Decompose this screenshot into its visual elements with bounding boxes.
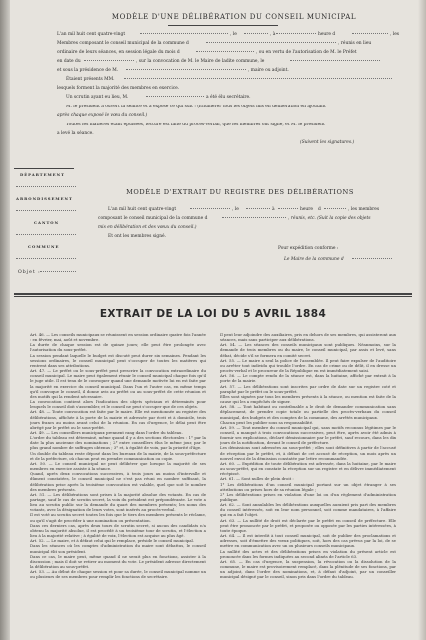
extrait-line-membres: , les membres (348, 207, 380, 212)
law-article: Art. 65. — En cas d'urgence, la suspension, la révocation ou la dissolution de la commune, le maire est provisoirement remplacé, dans la plénitude de ses fonctions, par un adjoint, dans l'ordre des nominations, et, à défaut d'adjoint, par un conseiller municipal désigné par le conseil, sinon pris dans l'ordre du tableau. (220, 558, 396, 580)
delib-line-session: ordinaire de leurs séances, en session légale du mois d (57, 50, 180, 55)
law-article: La nullité des actes et des délibérations prises en violation du présent article est prononcée dans les formes indiquées au second alinéa de l'article 63. (220, 548, 396, 559)
blank-field (246, 205, 270, 209)
extrait-line-heure: heure (300, 207, 313, 212)
blank-field (206, 39, 336, 43)
label-departement: DÉPARTEMENT (20, 172, 65, 177)
delib-line-signatures: (Suivent les signatures.) (300, 140, 355, 145)
blank-field (40, 268, 76, 272)
extrait-line-objets: mis en délibération et des vœux du conseil.) (98, 225, 197, 230)
extrait-line-a: à (272, 207, 275, 212)
delib-line-date: en date du (57, 59, 81, 64)
law-article: Art. 47. — Le préfet ou le sous-préfet peut prescrire la convocation extraordinaire du conseil municipal. Le maire peut également réunir le conseil municipal chaque fois qu'il le juge utile. Il est tenu de le convoquer quand une demande motivée lui en est faite par la majorité en exercice du conseil municipal. Dans l'un et l'autre cas, en même temps qu'il convoque le conseil, il donne avis au préfet ou au sous-préfet de cette réunion et des motifs qui la rendent nécessaire. (30, 368, 206, 399)
label-objet: Objet : (18, 270, 41, 275)
blank-field (324, 205, 346, 209)
deliberation-title: MODÈLE D'UNE DÉLIBÉRATION DU CONSEIL MUNICIPAL (111, 13, 357, 21)
law-article: Art. 52. — Le maire, et à défaut celui qui le remplace, préside le conseil municipal. (30, 538, 195, 544)
extrait-line-le: , le (232, 207, 239, 212)
extrait-line-signe: Et ont les membres signé. (108, 234, 167, 239)
side-rule (14, 168, 74, 169)
blank-field (196, 48, 254, 52)
law-article: Art. 56. — Le compte rendu de la séance est, dans la huitaine, affiché par extrait à la porte de la mairie. (220, 373, 396, 384)
delib-line-levee: a levé la séance. (57, 131, 94, 136)
section-divider-thin (14, 296, 412, 297)
law-article: Art. 48. — Toute convocation est faite par le maire. Elle est mentionnée au registre des délibérations, affichée à la porte de la mairie et adressée par écrit et à domicile, trois jours francs au moins avant celui de la réunion. En cas d'urgence, le délai peut être abrégé par le préfet ou le sous-préfet. (30, 409, 206, 430)
extrait-line-maire: Le Maire de la commune d (284, 257, 344, 262)
blank-field (16, 183, 76, 187)
delib-line-secretaire: a été élu secrétaire. (206, 95, 251, 100)
blank-field (16, 255, 76, 259)
law-right-column (220, 332, 396, 632)
law-article: L'ordre du tableau est déterminé, même quand il y a des sections électorales : 1° par la date la plus ancienne des nominations ; 2° entre conseillers élus le même jour, par le plus grand nombre de suffrages obtenus ; 3° et, à égalité de voix, par la priorité d'âge. (30, 435, 206, 451)
label-arrondissement: ARRONDISSEMENT (16, 196, 73, 201)
extrait-line-reunis: , réunis, etc. (Suit la copie des objets (288, 216, 371, 221)
delib-line-membres: Membres composant le conseil municipal de la commune d (57, 41, 189, 46)
law-article: Elles sont signées par tous les membres présents à la séance, ou mention est faite de la cause qui les a empêchés de signer. (220, 393, 396, 405)
extrait-line-expedition: Pour expédition conforme : (278, 246, 339, 251)
law-left-column (30, 332, 206, 632)
delib-line-autorisation: , ou en vertu de l'autorisation de M. le Préfet (256, 50, 357, 55)
delib-line-reunis: , réunis en lieu (338, 41, 372, 46)
law-article: Chacun peut les publier sous sa responsabilité. (220, 419, 314, 425)
delib-line-a: , à (270, 32, 276, 37)
law-article: Art. 54. — Les séances des conseils municipaux sont publiques. Néanmoins, sur la demande de trois membres ou du maire, le conseil municipal, par assis et levé, sans débat, décide s'il se formera en comité secret. (220, 342, 396, 358)
law-article: La session pendant laquelle le budget est discuté peut durer six semaines. Pendant les sessions ordinaires, le conseil municipal peut s'occuper de toutes les matières qui rentrent dans ses attributions. (30, 352, 206, 368)
blank-field (124, 75, 392, 79)
extrait-line-commune: composant le conseil municipal de la commune d (98, 216, 208, 221)
law-article: Art. 60. — Expédition de toute délibération est adressée, dans la huitaine, par le maire au sous-préfet, qui en constate la réception sur un registre et en délivre immédiatement récépissé. (220, 460, 396, 477)
law-article: Quand, après deux convocations successives, à trois jours au moins d'intervalle et dûment constatées, le conseil municipal ne s'est pas réuni en nombre suffisant, la délibération prise après la troisième convocation est valable, quel que soit le nombre des membres présents. (30, 471, 206, 492)
delib-line-convocation: , sur la convocation de M. le Maire de ladite commune, le (136, 59, 265, 64)
delib-line-les: , les (390, 32, 400, 37)
blank-field (16, 231, 76, 235)
law-article: La convocation contient alors l'indication des objets spéciaux et déterminés pour lesquels le conseil doit s'assembler, et le conseil ne peut s'occuper que de ces objets. (30, 399, 206, 410)
blank-field (16, 207, 76, 211)
delib-line-voeu: après chaque exposé le vœu du conseil.) (57, 113, 148, 118)
extrait-line-d: d (318, 207, 321, 212)
delib-line-intro: L'an mil huit cent quatre-vingt (57, 32, 126, 37)
blank-field (352, 255, 392, 259)
blank-field (278, 205, 298, 209)
blank-field (140, 30, 228, 34)
delib-line-scrutin: Un scrutin ayant eu lieu, M. (66, 95, 129, 100)
law-article: Art. 46. — Les conseils municipaux se réunissent en session ordinaire quatre fois l'année : en février, mai, août et novembre. (30, 332, 206, 343)
law-article: Art. 59. — Tout membre du conseil municipal qui, sans motifs reconnus légitimes par le conseil, a manqué à trois convocations successives, peut être, après avoir été admis à fournir ses explications, déclaré démissionnaire par le préfet, sauf recours, dans les dix jours de la notification, devant le conseil de préfecture. (220, 424, 396, 446)
law-article: Art. 51. — Les délibérations sont prises à la majorité absolue des votants. En cas de partage, sauf le cas de scrutin secret, la voix du président est prépondérante. Le vote a lieu au scrutin public sur la demande du quart des membres présents; les noms des votants, avec la désignation de leurs votes, sont insérés au procès-verbal. (30, 491, 206, 513)
law-article: Il est voté au scrutin secret toutes les fois que le tiers des membres présents le réclame, ou qu'il s'agit de procéder à une nomination ou présentation. (30, 512, 206, 523)
blank-field (290, 57, 380, 61)
law-article: Dans ces derniers cas, après deux tours de scrutin secret, si aucun des candidats n'a obtenu la majorité absolue, il est procédé à un troisième tour de scrutin, et l'élection a lieu à la majorité relative ; à égalité de voix, l'élection est acquise au plus âgé. (30, 522, 206, 539)
label-commune: COMMUNE (28, 244, 60, 249)
title-underline (168, 25, 278, 26)
law-article: Art. 50. — Le conseil municipal ne peut délibérer que lorsque la majorité de ses membres en exercice assiste à la séance. (30, 460, 206, 472)
law-article: Art. 64. — Il est interdit à tout conseil municipal, soit de publier des proclamations et adresses, soit d'émettre des vœux politiques, soit, hors des cas prévus par la loi, de se mettre en communication avec un ou plusieurs conseils municipaux. (220, 533, 396, 549)
law-article: 2° Les délibérations prises en violation d'une loi ou d'un règlement d'administration publique. (220, 491, 396, 502)
law-article: Art. 49. — Les conseillers municipaux prennent rang dans l'ordre du tableau. (30, 429, 183, 435)
law-article: Il peut leur adjoindre des auxiliaires, pris en dehors de ses membres, qui assisteront aux séances, mais sans participer aux délibérations. (220, 332, 396, 343)
law-article: Les démissions sont adressées au sous-préfet ; elles sont définitives à partir de l'accusé de réception par le préfet, et, à défaut de cet accusé de réception, un mois après un nouvel envoi de la démission constatée par lettre recommandée. (220, 445, 396, 461)
blank-field (222, 214, 286, 218)
delib-line-presidence: et sous la présidence de M. (57, 68, 119, 73)
law-article: Art. 53. — Au début de chaque session et pour sa durée, le conseil municipal nomme un ou plusieurs de ses membres pour remplir les fonctions de secrétaire. (30, 569, 206, 580)
blank-field (276, 30, 316, 34)
delib-line-majorite: lesquels forment la majorité des membres en exercice. (57, 86, 180, 91)
section-divider (14, 293, 412, 295)
extrait-registre-title: MODÈLE D'EXTRAIT DU REGISTRE DES DÉLIBÉRATIONS (126, 188, 354, 196)
law-article: Art. 61. — Sont nulles de plein droit : (220, 476, 294, 482)
blank-field (352, 30, 388, 34)
law-article: Dans les séances où les comptes d'administration du maire sont débattus, le conseil municipal élit son président. (30, 543, 206, 554)
page-edge-shadow (418, 0, 426, 640)
delib-line-maire: , maire ou adjoint. (248, 68, 289, 73)
law-article: La durée de chaque session est de quinze jours; elle peut être prolongée avec l'autorisation du sous-préfet. (30, 342, 206, 353)
law-article: Art. 62. — Sont annulables les délibérations auxquelles auraient pris part des membres du conseil intéressés, soit en leur nom personnel, soit comme mandataires, à l'affaire qui en a fait l'objet. (220, 502, 396, 518)
delib-line-lecture: Toutes les matières étant épuisées, lecture est faite du procès-verbal, que les membres ont signé, et M. le président (66, 123, 325, 127)
book-spine-shadow (0, 0, 10, 640)
delib-line-presents: Étaient présents MM. (66, 77, 115, 82)
blank-field (146, 93, 204, 97)
blank-field (126, 66, 246, 70)
blank-field (190, 205, 230, 209)
law-article: Art. 57. — Les délibérations sont inscrites par ordre de date sur un registre coté et paraphé par le préfet ou le sous-préfet. (220, 383, 396, 394)
law-article: Un double du tableau reste déposé dans les bureaux de la mairie, de la sous-préfecture et de la préfecture, où chacun peut en prendre communication ou copie. (30, 450, 206, 461)
delib-line-heure: heure d (318, 32, 336, 37)
delib-line-le: , le (230, 32, 237, 37)
law-article: 1° Les délibérations d'un conseil municipal portant sur un objet étranger à ses attributions ou prises hors de sa réunion légale ; (220, 481, 396, 492)
extrait-line-intro: L'an mil huit cent quatre-vingt (108, 207, 177, 212)
law-article: Art. 55. — Le maire a seul la police de l'assemblée. Il peut faire expulser de l'auditoire ou arrêter tout individu qui trouble l'ordre. En cas de crime ou de délit, il en dresse un procès-verbal et le procureur de la République en est immédiatement saisi. (220, 357, 396, 374)
law-article: Dans ce cas, le maire peut, même quand il ne serait plus en fonctions, assister à la discussion ; mais il doit se retirer au moment du vote. Le président adresse directement la délibération au sous-préfet. (30, 553, 206, 570)
delib-line-expose: M. le président a ouvert la séance et a exposé ce qui suit : (Énumérer tous les objets mis en délibération en ajoutant (66, 105, 326, 109)
law-article: Art. 58. — Tout habitant ou contribuable a le droit de demander communication sans déplacement, de prendre copie totale ou partielle des procès-verbaux du conseil municipal, des budgets et des comptes de la commune, des arrêtés municipaux. (220, 404, 396, 420)
label-canton: CANTON (34, 220, 60, 225)
blank-field (84, 57, 134, 61)
law-article: Art. 63. — La nullité de droit est déclarée par le préfet en conseil de préfecture. Elle peut être prononcée par le préfet, et proposée ou opposée par les parties intéressées, à toute époque. (220, 517, 396, 533)
blank-field (244, 30, 268, 34)
law-title: EXTRAIT DE LA LOI DU 5 AVRIL 1884 (99, 308, 327, 320)
